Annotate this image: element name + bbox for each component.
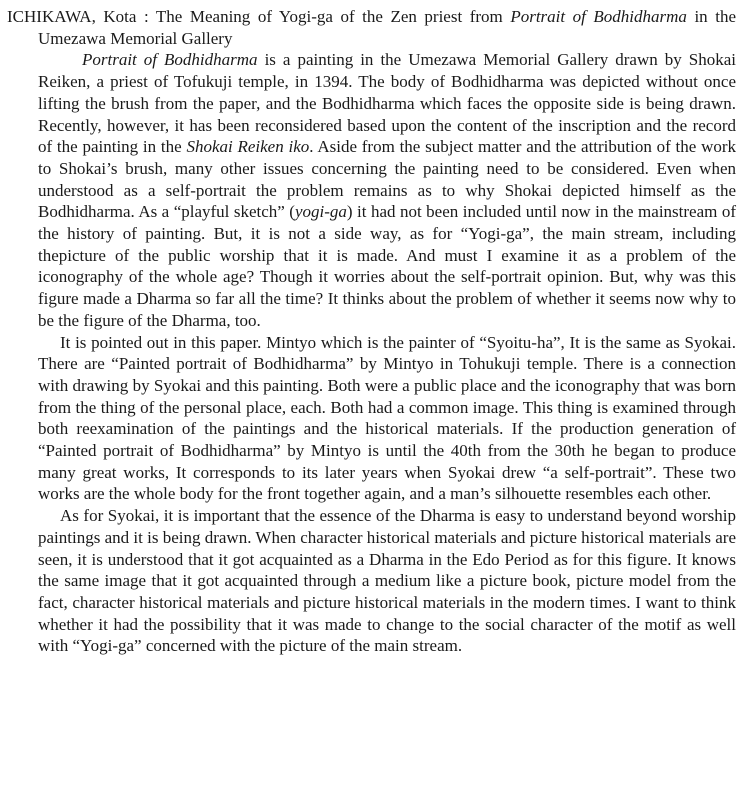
p1-text-b: . Aside from the subject matter and the attribution of the work to Shokai’s brush, many other issues concerning the painting need to be considered. Even when understood as a self-portrait the problem remains as to why Shokai depicted himself as the Bodhidharma. As a “playful sketch” ( xyxy=(38,137,737,222)
article-heading xyxy=(0,6,750,49)
author-name: ICHIKAWA, Kota xyxy=(7,7,137,26)
p1-text-a: is a painting in the Umezawa Memorial Gallery drawn by Shokai Reiken, a priest of Tofukuji temple, in 1394. The body of Bodhidharma was depicted without once lifting the brush from the paper, and the Bodhidharma which faces the opposite side is being drawn. Recently, however, it has been reconsidered based upon the content of the inscription and the record of the painting in the xyxy=(38,50,736,157)
heading-separator: : xyxy=(136,7,156,26)
p1-text-c: ) it had not been included until now in the mainstream of the history of painting. But, it is not a side way, as for “Yogi-ga”, the main stream, including thepicture of the public worship that it is made. And must I examine it as a problem of the iconography of the whole age? Though it worries about the self-portrait opinion. But, why was this figure made a Dharma so far all the time? It thinks about the problem of whether it seems now why to be the figure of the Dharma, too. xyxy=(38,202,736,330)
paragraph-3: As for Syokai, it is important that the essence of the Dharma is easy to understand beyond worship paintings and it is being drawn. When character historical materials and picture historical materials are seen, it is understood that it got acquainted as a Dharma in the Edo Period as for this figure. It knows the same image that it got acquainted through a medium like a picture book, picture model from the fact, character historical materials and picture historical materials in the modern times. I want to think whether it had the possibility that it was made to change to the social character of the motif as well with “Yogi-ga” concerned with the picture of the main stream. xyxy=(38,506,736,656)
paragraph-2: It is pointed out in this paper. Mintyo which is the painter of “Syoitu-ha”, It is the same as Syokai. There are “Painted portrait of Bodhidharma” by Mintyo in Tohukuji temple. There is a connection with drawing by Syokai and this painting. Both were a public place and the iconography that was born from the thing of the personal place, each. Both had a common image. This thing is examined through both reexamination of the paintings and the historical materials. If the production generation of “Painted portrait of Bodhidharma” by Mintyo is until the 40th from the 30th he began to produce many great works, It corresponds to its later years when Syokai drew “a self-portrait”. These two works are the whole body for the front together again, and a man’s silhouette resembles each other. xyxy=(38,332,736,504)
paragraph-1 xyxy=(0,49,750,331)
article-title-text: The Meaning of Yogi-ga of the Zen priest from xyxy=(155,7,511,26)
article-title-text-end: in the Umezawa Memorial Gallery xyxy=(38,7,736,48)
p1-italic-term: yogi-ga xyxy=(294,202,347,222)
p1-italic-title: Portrait of Bodhidharma xyxy=(82,50,258,70)
p1-italic-reference: Shokai Reiken iko xyxy=(186,137,310,157)
article-title-italic: Portrait of Bodhidharma xyxy=(510,7,687,26)
